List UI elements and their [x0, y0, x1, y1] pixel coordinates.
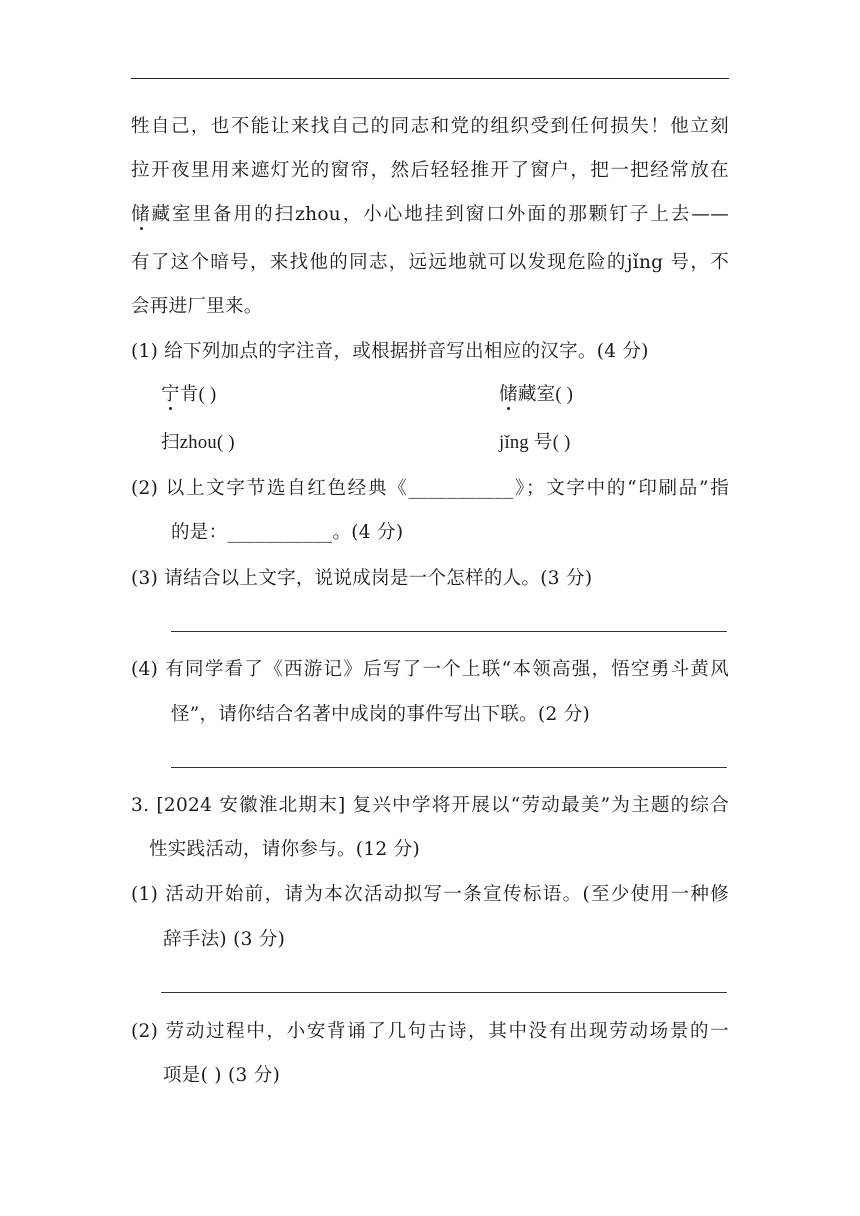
answer-line-slogan[interactable]	[161, 992, 727, 993]
answer-line-4[interactable]	[171, 767, 727, 768]
question-3-stem: (3) 请结合以上文字，说说成岗是一个怎样的人。(3 分)	[131, 568, 593, 589]
question-1-item-3[interactable]: 扫zhou( )	[161, 433, 235, 453]
dotted-char: 宁	[161, 385, 180, 405]
question-3-header-line-1: 3. [2024 安徽淮北期末] 复兴中学将开展以“劳动最美”为主题的综合	[131, 795, 729, 816]
passage-line-1: 牲自己，也不能让来找自己的同志和党的组织受到任何损失！他立刻	[131, 116, 729, 137]
item-1-blank[interactable]: 肯( )	[179, 385, 217, 405]
passage-line-5: 会再进厂里来。	[131, 296, 263, 317]
top-rule	[131, 78, 729, 79]
question-3-header-line-2: 性实践活动，请你参与。(12 分)	[149, 839, 420, 860]
question-1-item-4[interactable]: jǐng 号( )	[499, 433, 571, 453]
dotted-char: 储	[131, 204, 152, 225]
question-2-line-1: (2) 以上文字节选自红色经典《___________》；文字中的“印刷品”指	[131, 478, 729, 499]
question-1-item-1	[161, 382, 216, 408]
passage-line-3	[131, 202, 729, 228]
passage-line-3-rest: 藏室里备用的扫zhou，小心地挂到窗口外面的那颗钉子上去——	[151, 204, 729, 225]
activity-q1-line-2: 辞手法) (3 分)	[163, 929, 286, 950]
dotted-char: 储	[499, 385, 518, 405]
passage-line-4: 有了这个暗号，来找他的同志，远远地就可以发现危险的jǐng 号，不	[131, 252, 729, 273]
activity-q2-line-2: 项是( ) (3 分)	[163, 1065, 281, 1086]
passage-line-2: 拉开夜里用来遮灯光的窗帘，然后轻轻推开了窗户，把一把经常放在	[131, 160, 729, 181]
question-1-item-2	[499, 382, 573, 408]
question-4-line-1: (4) 有同学看了《西游记》后写了一个上联“本领高强，悟空勇斗黄风	[131, 659, 729, 680]
answer-line-3[interactable]	[171, 631, 727, 632]
question-2-line-2: 的是：___________。(4 分)	[171, 522, 404, 543]
question-4-line-2: 怪”，请你结合名著中成岗的事件写出下联。(2 分)	[171, 704, 591, 725]
activity-q2-line-1: (2) 劳动过程中，小安背诵了几句古诗，其中没有出现劳动场景的一	[131, 1021, 729, 1042]
item-2-blank[interactable]: 藏室( )	[517, 385, 574, 405]
activity-q1-line-1: (1) 活动开始前，请为本次活动拟写一条宣传标语。(至少使用一种修	[131, 884, 729, 905]
question-1-stem: (1) 给下列加点的字注音，或根据拼音写出相应的汉字。(4 分)	[131, 341, 649, 362]
